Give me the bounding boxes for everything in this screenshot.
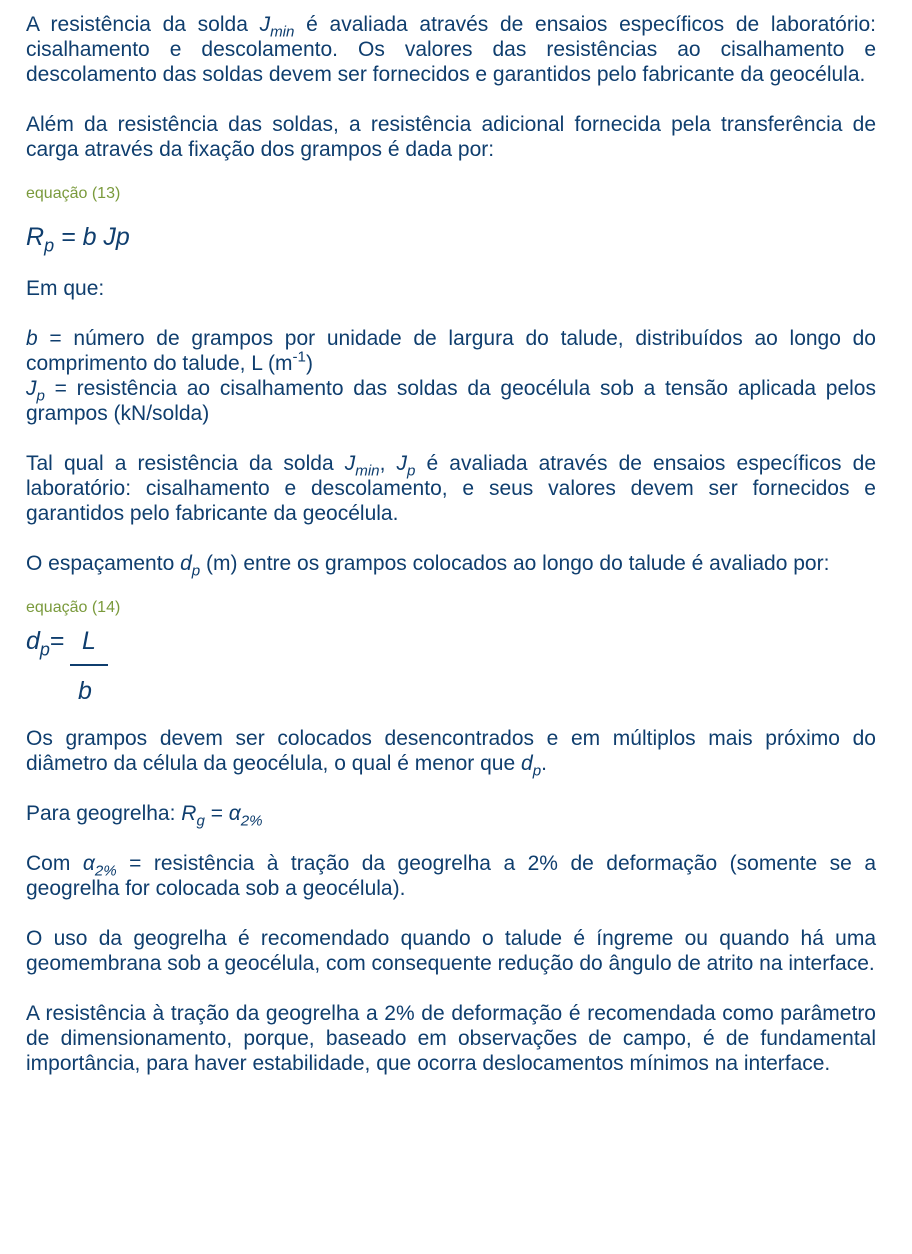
sub-min: min [270,23,295,41]
equation-13-label: equação (13) [26,185,121,202]
paragraph-geogrid: Para geogrelha: $R_g = \alpha_{2\%}$ [26,802,263,830]
where-heading: Em que: [26,277,105,300]
definition-b: b = número de grampos por unidade de largura do talude, distribuídos ao longo do comprimento do talude, L $(m^{-1})$ [26,327,876,375]
paragraph-weld-strength: A resistência da solda $J_{min}$ é avaliada através de ensaios específicos de laboratório: cisalhamento e descolamento. Os valores das resistências ao cisalhamento e descolamento das soldas devem ser fornecidos e garantidos pelo fabricante da geocélula. [26,13,876,86]
fraction-bar [70,664,108,666]
document-body [26,12,876,1076]
equation-14-numerator: L [82,627,96,655]
paragraph-additional-strength: Além da resistência das soldas, a resistência adicional fornecida pela transferência de carga através da fixação dos grampos é dada por: [26,113,876,161]
equation-13: $R_p = b$ Jp [26,223,130,256]
paragraph-tensile-strength: A resistência à tração da geogrelha a 2% de deformação é recomendada como parâmetro de dimensionamento, porque, baseado em observações de campo, é de fundamental importância, para haver estabilidade, que ocorra deslocamentos mínimos na interface. [26,1002,876,1075]
paragraph-geogrid-usage: O uso da geogrelha é recomendado quando o talude é íngreme ou quando há uma geomembrana sob a geocélula, com consequente redução do ângulo de atrito na interface. [26,927,876,975]
equation-14-denominator: b [78,677,92,705]
equation-14-lhs: $d_p=$ [26,627,65,660]
equation-14 [26,618,876,705]
definition-jp: $J_p$ = resistência ao cisalhamento das soldas da geocélula sob a tensão aplicada pelos grampos (kN/solda) [26,377,876,425]
paragraph-jp-evaluation: Tal qual a resistência da solda $J_{min}$, $J_p$ é avaliada através de ensaios específicos de laboratório: cisalhamento e descolamento, e seus valores devem ser fornecidos e garantidos pelo fabricante da geocélula. [26,452,877,525]
paragraph-alpha-definition: Com $\alpha_{2\%}$ = resistência à tração da geogrelha a 2% de deformação (somente se a geogrelha for colocada sob a geocélula). [26,852,876,900]
equation-14-label: equação (14) [26,599,121,616]
paragraph-staggered-pins: Os grampos devem ser colocados desencontrados e em múltiplos mais próximo do diâmetro da célula da geocélula, o qual é menor que $d_p$. [26,727,876,780]
var-j: J [259,13,271,36]
paragraph-spacing: O espaçamento $d_p$ (m) entre os grampos colocados ao longo do talude é avaliado por: [26,552,830,580]
